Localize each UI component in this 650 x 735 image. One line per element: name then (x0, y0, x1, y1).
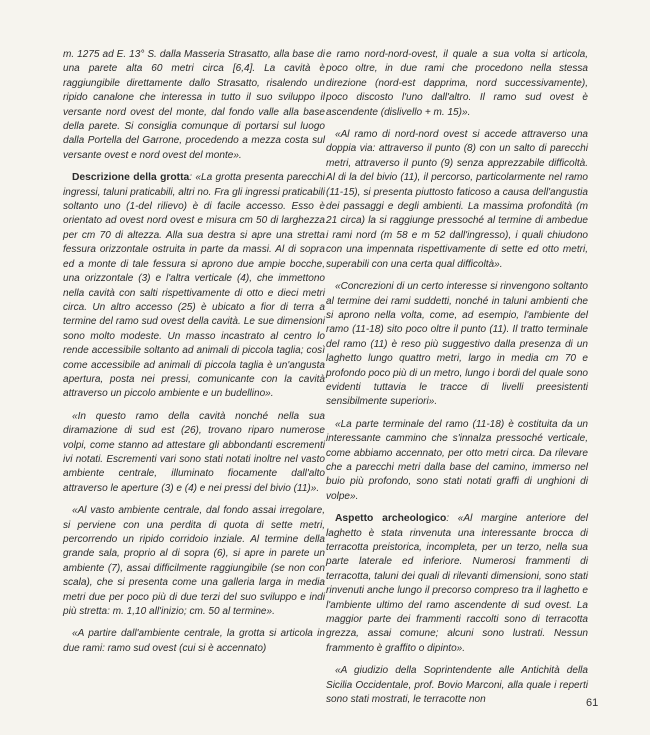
paragraph-description (63, 171, 325, 402)
section-body: : «Al margine anteriore del laghetto è stata rinvenuta una interessante brocca di terracotta preistorica, incompleta, per un terzo, nella sua parte laterale ed inferiore. Numerosi frammenti di terracotta, taluni dei quali di rilevanti dimensioni, sono stati rinvenuti anche lungo il precorso compreso tra il laghetto e l'ambiente ultimo del ramo ascendente di sud ovest. La maggior parte dei frammenti raccolti sono di terracotta grezza, assai comune; alcuni sono lustrati. Nessun frammento è graffito o dipinto». (326, 513, 588, 654)
paragraph: «A giudizio della Soprintendente alle Antichità della Sicilia Occidentale, prof. Bovio Marconi, alla quale i reperti sono stati mostrati, le terracotte non (326, 665, 588, 706)
paragraph: «Al ramo di nord-nord ovest si accede attraverso una doppia via: attraverso il punto (8) con un salto di parecchi metri, attraverso il punto (9) senza apprezzabile difficoltà. Al di la del bivio (11), il percorso, particolarmente nel ramo (11-15), si presenta piuttosto faticoso a causa dell'angustia dei passaggi e degli ambienti. La massima profondità (m 21 circa) la si raggiunge pressoché al termine di ambedue i rami nord (m 58 e m 52 dall'ingresso), i quali chiudono con una impennata rispettivamente di sette ed otto metri, superabili con una certa qual difficoltà». (326, 129, 588, 270)
page-number: 61 (586, 697, 599, 709)
paragraph: e ramo nord-nord-ovest, il quale a sua volta si articola, poco oltre, in due rami che procedono nella stessa direzione (nord-est dapprima, nord successivamente), poco discosto l'uno dall'altro. Il ramo sud ovest è ascendente (dislivello + m. 15)». (326, 49, 588, 118)
right-column (326, 48, 588, 715)
paragraph: «La parte terminale del ramo (11-18) è costituita da un interessante cammino che s'innalza pressoché verticale, come abbiamo accennato, per otto metri circa. Da rilevare che a parecchi metri dalla base del camino, immerso nel buio più profondo, sono stati notati graffi di unghioni di volpe». (326, 418, 588, 502)
paragraph: m. 1275 ad E. 13° S. dalla Masseria Strasatto, alla base di una parete alta 60 metri circa [6,4]. La cavità è raggiungibile direttamente dallo Strasatto, risalendo un ripido canalone che interessa in tutto il suo sviluppo il versante nord ovest del monte, dal fondo valle alla base della parete. Si consiglia comunque di portarsi sul luogo dalla Portella del Garrone, procedendo a mezza costa sul versante ovest e nord ovest del monte». (63, 49, 325, 161)
paragraph: «Concrezioni di un certo interesse si rinvengono soltanto al termine dei rami suddetti, nonché in taluni ambienti che si aprono nella volta, come, ad esempio, l'ambiente del ramo (11-18) sito poco oltre il punto (11). Il tratto terminale del ramo (11) è reso più suggestivo dalla presenza di un laghetto lungo quattro metri, largo in media cm 70 e profondo poco più di un metro, lungo i bordi del quale sono evidenti tuttavia le tracce di livelli preesistenti sensibilmente superiori». (326, 281, 588, 408)
section-heading: Aspetto archeologico (335, 513, 447, 525)
paragraph-archaeology (326, 512, 588, 656)
section-body: : «La grotta presenta parecchi ingressi, taluni praticabili, altri no. Fra gli ingressi praticabili soltanto uno (1-del rilievo) è di facile accesso. Esso è orientato ad ovest nord ovest e misura cm 50 di larghezza per cm 70 di altezza. Alla sua destra si apre una stretta fessura orizzontale ostruita in parte da massi. Al di sopra ed a monte di tale fessura si aprono due ampie bocche, una orizzontale (3) e l'altra verticale (4), che immettono nella cavità con salti rispettivamente di otto e dieci metri circa. Un altro accesso (25) è ubicato a fior di terra a termine del ramo sud ovest della cavità. Le sue dimensioni sono molto modeste. Un masso incastrato al centro lo rende accessibile soltanto ad animali di piccola taglia; così come accessibile ad animali di piccola taglia è un'angusta apertura, posta nei pressi, comunicante con la cavità attraverso un piccolo ambiente e un budellino». (63, 172, 325, 400)
paragraph: «In questo ramo della cavità nonché nella sua diramazione di sud est (26), trovano riparo numerose volpi, come stanno ad attestare gli abbondanti escrementi ivi notati. Escrementi vari sono stati notati inoltre nel vasto ambiente centrale, illuminato fiocamente dall'alto attraverso le aperture (3) e (4) e nei pressi del bivio (11)». (63, 410, 325, 494)
section-heading: Descrizione della grotta (72, 172, 190, 184)
paragraph: «Al vasto ambiente centrale, dal fondo assai irregolare, si perviene con una perdita di quota di sette metri, percorrendo un ripido corridoio inziale. Al termine della grande sala, proprio al di sopra (6), si apre in parete un ambiente (7), assai difficilmente raggiungibile (se non con scala), che si presenta come una galleria larga in media metri due per poco più di due terzi del suo sviluppo e indi più stretta: m. 1,10 all'inizio; cm. 50 al termine». (63, 505, 325, 618)
left-column (63, 48, 325, 664)
paragraph: «A partire dall'ambiente centrale, la grotta si articola in due rami: ramo sud ovest (cui si è accennato) (63, 628, 325, 654)
